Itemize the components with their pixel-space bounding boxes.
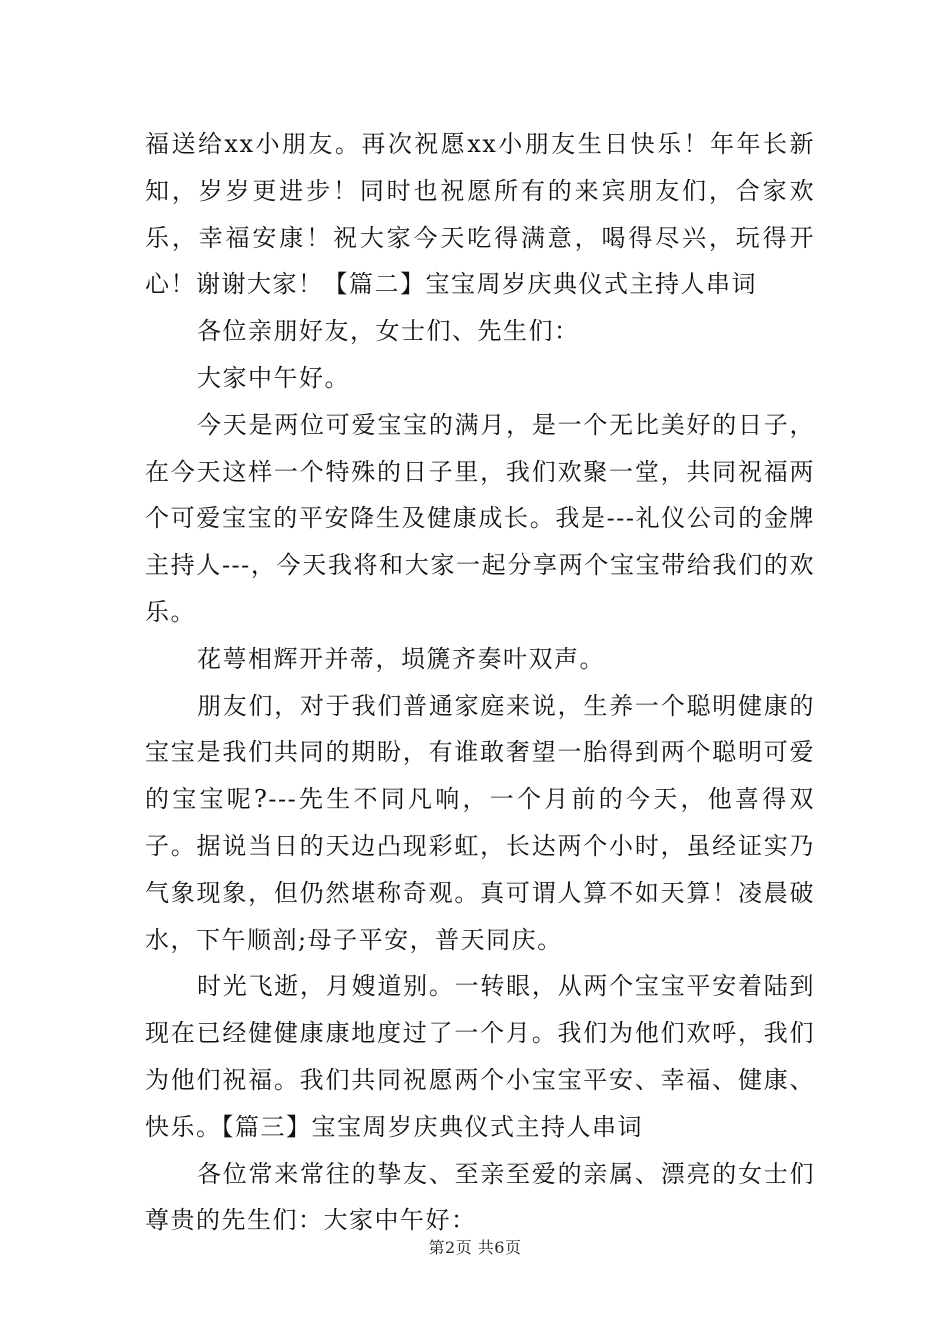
page-number: 第2页 共6页 xyxy=(428,1238,522,1257)
paragraph-welcome: 各位常来常往的挚友、至亲至爱的亲属、漂亮的女士们尊贵的先生们：大家中午好： xyxy=(145,1159,815,1235)
paragraph-couplet: 花萼相辉开并蒂，埙篪齐奏叶双声。 xyxy=(197,644,605,673)
paragraph-full-month: 今天是两位可爱宝宝的满月，是一个无比美好的日子，在今天这样一个特殊的日子里，我们欢聚一堂，共同祝福两个可爱宝宝的平安降生及健康成长。我是---礼仪公司的金牌主持人---，今天我将和大家一起分享两个宝宝带给我们的欢乐。 xyxy=(145,410,815,626)
paragraph-good-noon: 大家中午好。 xyxy=(197,363,350,392)
paragraph-time-flies: 时光飞逝，月嫂道别。一转眼，从两个宝宝平安着陆到现在已经健健康康地度过了一个月。我们为他们欢呼，我们为他们祝福。我们共同祝愿两个小宝宝平安、幸福、健康、快乐。【篇三】宝宝周岁庆典仪式主持人串词 xyxy=(145,972,815,1141)
paragraph-greeting: 各位亲朋好友，女士们、先生们： xyxy=(197,317,580,346)
paragraph-friends: 朋友们，对于我们普通家庭来说，生养一个聪明健康的宝宝是我们共同的期盼，有谁敢奢望一胎得到两个聪明可爱的宝宝呢?---先生不同凡响，一个月前的今天，他喜得双子。据说当日的天边凸现彩虹，长达两个小时，虽经证实乃气象现象，但仍然堪称奇观。真可谓人算不如天算！凌晨破水，下午顺剖;母子平安，普天同庆。 xyxy=(145,691,815,954)
paragraph-continued: 福送给xx小朋友。再次祝愿xx小朋友生日快乐！年年长新知，岁岁更进步！同时也祝愿所有的来宾朋友们，合家欢乐，幸福安康！祝大家今天吃得满意，喝得尽兴，玩得开心！谢谢大家！【篇二】宝宝周岁庆典仪式主持人串词 xyxy=(145,130,815,299)
document-body xyxy=(145,121,815,1244)
page-footer xyxy=(0,1238,950,1258)
